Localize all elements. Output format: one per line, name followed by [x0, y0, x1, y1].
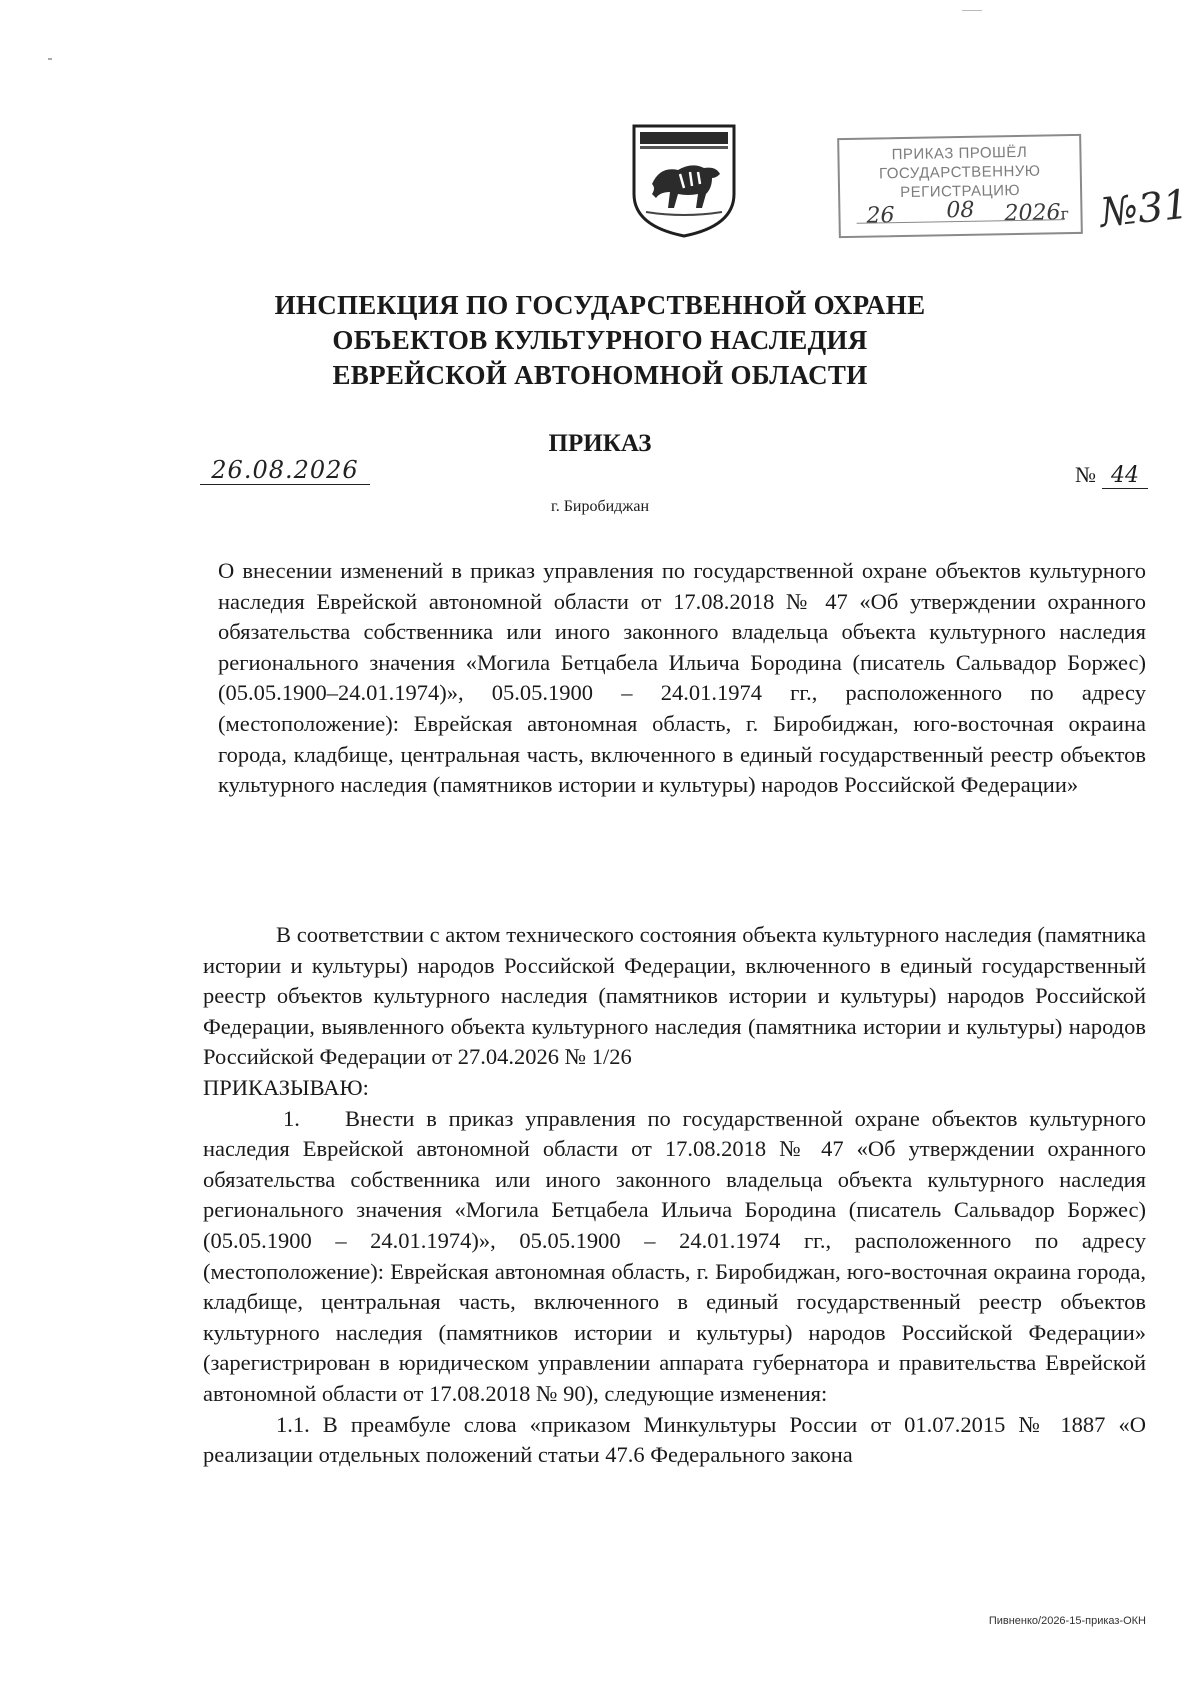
- stamp-line-1: ПРИКАЗ ПРОШЁЛ: [891, 143, 1028, 164]
- scan-artifact: [48, 58, 52, 60]
- preamble-paragraph: В соответствии с актом технического состояния объекта культурного наследия (памятника истории и культуры) народов Российской Федерации, включенного в единый государственный реестр объектов культурного наследия (памятников истории и культуры) народов Российской Федерации, выявленного объекта культурного наследия (памятника истории и культуры) народов Российской Федерации от 27.04.2026 № 1/26: [203, 922, 1146, 1070]
- scan-artifact: [962, 10, 982, 11]
- order-directive: ПРИКАЗЫВАЮ:: [203, 1074, 369, 1100]
- stamp-date: [846, 198, 1074, 232]
- item-1-paragraph: [203, 1104, 1146, 1410]
- stamp-month: 08: [946, 197, 975, 224]
- order-subject: О внесении изменений в приказ управления по государственной охране объектов культурного наследия Еврейской автономной области от 17.08.2018 № 47 «Об утверждении охранного обязательства собственника или иного законного владельца объекта культурного наследия регионального значения «Могила Бетцабела Ильича Бородина (писатель Сальвадор Боржес) (05.05.1900–24.01.1974)», 05.05.1900 – 24.01.1974 гг., расположенного по адресу (местоположение): Еврейская автономная область, г. Биробиджан, юго-восточная окраина города, кладбище, центральная часть, включенного в единый государственный реестр объектов культурного наследия (памятников истории и культуры) народов Российской Федерации»: [218, 558, 1146, 798]
- order-number-label: №: [1075, 462, 1096, 487]
- item-1-number: 1.: [283, 1105, 300, 1131]
- organization-line-2: ОБЪЕКТОВ КУЛЬТУРНОГО НАСЛЕДИЯ: [332, 325, 868, 355]
- order-title: ПРИКАЗ: [548, 430, 652, 457]
- coat-of-arms-emblem-icon: [630, 122, 738, 240]
- organization-line-3: ЕВРЕЙСКОЙ АВТОНОМНОЙ ОБЛАСТИ: [332, 360, 868, 390]
- registration-number: №31: [1097, 181, 1191, 237]
- stamp-year-suffix: г: [1060, 204, 1070, 224]
- stamp-line-2: ГОСУДАРСТВЕННУЮ: [878, 162, 1041, 183]
- stamp-line-3: РЕГИСТРАЦИЮ: [899, 181, 1021, 202]
- order-number-value: 44: [1102, 463, 1148, 489]
- order-number: [1075, 462, 1148, 489]
- stamp-day: 26: [866, 203, 895, 229]
- stamp-year-group: [1004, 200, 1069, 226]
- order-body: [203, 920, 1146, 1471]
- item-1-text: Внести в приказ управления по государственной охране объектов культурного наследия Еврейской автономной области от 17.08.2018 № 47 «Об утверждении охранного обязательства собственника или иного законного владельца объекта культурного наследия регионального значения «Могила Бетцабела Ильича Бородина (писатель Сальвадор Боржес) (05.05.1900 – 24.01.1974)», 05.05.1900 – 24.01.1974 гг., расположенного по адресу (местоположение): Еврейская автономная область, г. Биробиджан, юго-восточная окраина города, кладбище, центральная часть, включенного в единый государственный реестр объектов культурного наследия (памятников истории и культуры) народов Российской Федерации» (зарегистрирован в юридическом управлении аппарата губернатора и правительства Еврейской автономной области от 17.08.2018 № 90), следующие изменения:: [203, 1105, 1146, 1406]
- organization-line-1: ИНСПЕКЦИЯ ПО ГОСУДАРСТВЕННОЙ ОХРАНЕ: [274, 290, 926, 320]
- item-1-1-paragraph: 1.1. В преамбуле слова «приказом Минкультуры России от 01.07.2015 № 1887 «О реализации отдельных положений статьи 47.6 Федерального закона: [203, 1411, 1146, 1468]
- stamp-year: 2026: [1004, 200, 1061, 227]
- organization-name: [0, 288, 1200, 393]
- order-city: г. Биробиджан: [550, 498, 650, 515]
- document-footer-code: Пивненко/2026-15-приказ-ОКН: [988, 1615, 1146, 1627]
- registration-stamp: [837, 134, 1083, 238]
- order-date: 26.08.2026: [200, 456, 370, 485]
